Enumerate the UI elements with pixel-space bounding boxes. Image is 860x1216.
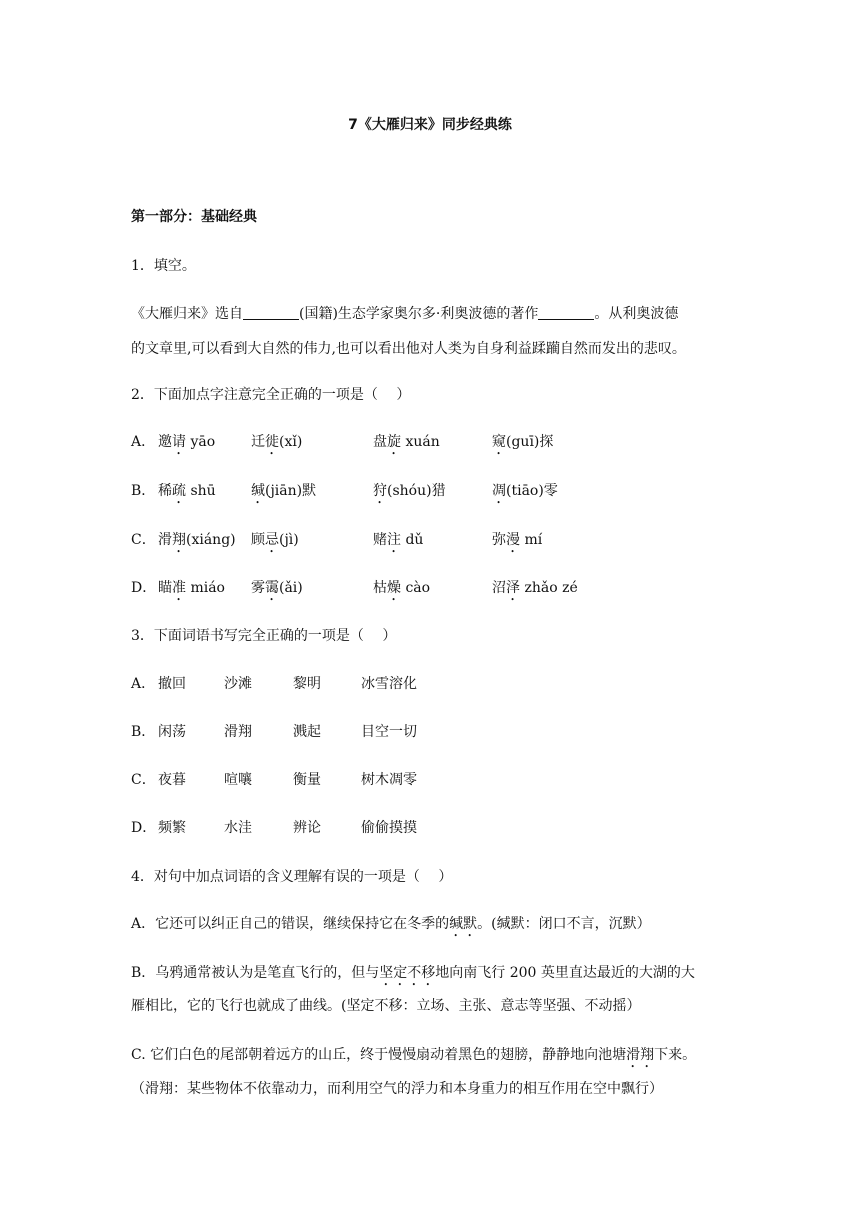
q2-option-item xyxy=(373,433,440,458)
q2-pinyin: xuán xyxy=(401,434,440,450)
q3-word: 滑翔 xyxy=(224,724,252,740)
q3-word: 沙滩 xyxy=(224,676,252,692)
q2-option-item xyxy=(373,579,430,604)
q2-option-label: C． xyxy=(131,532,156,548)
q2-pinyin: mí xyxy=(520,532,543,548)
q2-char: 弥 xyxy=(492,532,506,548)
q2-dotted-char: 请 xyxy=(172,434,186,450)
q4-option-c xyxy=(131,1046,696,1071)
q2-option-item xyxy=(492,433,553,458)
q2-char: 沼 xyxy=(492,580,506,596)
q2-pinyin: (xǐ) xyxy=(279,434,303,450)
q4-option-b xyxy=(131,964,695,989)
q2-dotted-char: (jiān)默 xyxy=(265,483,317,499)
q2-dotted-char: 注 xyxy=(387,532,401,548)
fill-blank-1[interactable] xyxy=(243,305,299,320)
q1-text-b: (国籍)生态学家奥尔多·利奥波德的著作 xyxy=(299,306,539,322)
q2-dotted-char: (tiāo)零 xyxy=(506,483,558,499)
q2-char: 窥 xyxy=(492,434,506,450)
q2-char: 盘 xyxy=(373,434,387,450)
q2-pinyin: cào xyxy=(401,580,431,596)
page-title: 7《大雁归来》同步经典练 xyxy=(348,117,512,133)
q3-word: 辨论 xyxy=(293,820,321,836)
q2-char: 缄 xyxy=(251,483,265,499)
q4-a-note: 。(缄默：闭口不言，沉默） xyxy=(477,916,651,932)
q4-stem: 4．对句中加点词语的含义理解有误的一项是（ ） xyxy=(131,869,453,885)
section-heading: 第一部分：基础经典 xyxy=(131,209,257,225)
q2-option-item xyxy=(373,482,446,507)
q4-c-text: C. 它们白色的尾部朝着远方的山丘，终于慢慢扇动着黑色的翅膀，静静地向池塘 xyxy=(131,1047,627,1063)
q3-option-label: C． xyxy=(131,772,156,788)
q2-dotted-char: 准 xyxy=(172,580,186,596)
q2-dotted-char: 漫 xyxy=(506,532,520,548)
q2-char: 赌 xyxy=(373,532,387,548)
q3-word: 偷偷摸摸 xyxy=(361,820,417,836)
q4-c-text-2: 下来。 xyxy=(654,1047,697,1063)
q2-char: 邀 xyxy=(158,434,172,450)
q3-word: 夜暮 xyxy=(158,772,186,788)
q4-option-a xyxy=(131,915,651,940)
q2-pinyin: (ǎi) xyxy=(279,580,303,596)
q2-option-label: B． xyxy=(131,483,156,499)
q2-char: 瞄 xyxy=(158,580,172,596)
q2-option-item xyxy=(251,531,299,556)
q2-dotted-char: 霭 xyxy=(265,580,279,596)
q3-word: 撤回 xyxy=(158,676,186,692)
q4-b-text: B．乌鸦通常被认为是笔直飞行的，但与 xyxy=(131,965,380,981)
q2-char: 雾 xyxy=(251,580,265,596)
q2-char: 滑 xyxy=(158,532,172,548)
q2-char: 狩 xyxy=(373,483,387,499)
q2-option-item xyxy=(158,579,225,604)
q3-option-label: A． xyxy=(131,676,156,692)
q1-text-c: 。从利奥波德 xyxy=(594,306,679,322)
q2-dotted-char: 泽 xyxy=(506,580,520,596)
q4-a-text: A．它还可以纠正自己的错误，继续保持它在冬季的 xyxy=(131,916,450,932)
q2-pinyin: yāo xyxy=(186,434,216,450)
q2-stem: 2．下面加点字注意完全正确的一项是（ ） xyxy=(131,387,411,403)
q2-option-item xyxy=(492,531,542,556)
q2-pinyin: miáo xyxy=(186,580,225,596)
q2-dotted-char: (shóu)猎 xyxy=(387,483,446,499)
q1-line2: 的文章里,可以看到大自然的伟力,也可以看出他对人类为自身利益蹂躏自然而发出的悲叹。 xyxy=(131,341,686,357)
q3-word: 树木凋零 xyxy=(361,772,417,788)
q3-word: 衡量 xyxy=(293,772,321,788)
q2-option-item xyxy=(251,482,316,507)
q2-char: 顾 xyxy=(251,532,265,548)
q2-option-item xyxy=(251,579,303,604)
q2-option-label: D． xyxy=(131,580,157,596)
fill-blank-2[interactable] xyxy=(538,305,594,320)
q3-word: 冰雪溶化 xyxy=(361,676,417,692)
q2-dotted-char: 疏 xyxy=(172,483,186,499)
q2-dotted-char: (guī)探 xyxy=(506,434,554,450)
q2-option-item xyxy=(373,531,423,556)
q2-option-item xyxy=(492,579,578,604)
q2-option-label: A． xyxy=(131,434,156,450)
q2-dotted-char: 翔 xyxy=(172,532,186,548)
q2-char: 迁 xyxy=(251,434,265,450)
q2-char: 稀 xyxy=(158,483,172,499)
q3-word: 黎明 xyxy=(293,676,321,692)
q2-pinyin: dǔ xyxy=(401,532,424,548)
q4-b-dotted: 坚定不移 xyxy=(379,965,436,981)
q2-pinyin: (jì) xyxy=(279,532,299,548)
q3-stem: 3．下面词语书写完全正确的一项是（ ） xyxy=(131,628,397,644)
q2-pinyin: zhǎo zé xyxy=(520,580,578,596)
q3-word: 闲荡 xyxy=(158,724,186,740)
q4-c-dotted: 滑翔 xyxy=(626,1047,655,1063)
q1-text-a: 《大雁归来》选自 xyxy=(131,306,243,322)
q3-word: 目空一切 xyxy=(361,724,417,740)
q2-dotted-char: 徙 xyxy=(265,434,279,450)
q2-char: 凋 xyxy=(492,483,506,499)
q2-pinyin: (xiáng) xyxy=(186,532,236,548)
q1-line1 xyxy=(131,305,678,323)
q2-pinyin: shū xyxy=(186,483,216,499)
q3-word: 频繁 xyxy=(158,820,186,836)
q2-option-item xyxy=(492,482,558,507)
q2-option-item xyxy=(251,433,302,458)
q2-option-item xyxy=(158,482,216,507)
q3-word: 水洼 xyxy=(224,820,252,836)
q3-option-label: D． xyxy=(131,820,157,836)
q3-word: 喧嚷 xyxy=(224,772,252,788)
q1-stem: 1．填空。 xyxy=(131,258,196,274)
q2-dotted-char: 旋 xyxy=(387,434,401,450)
q2-option-item xyxy=(158,531,236,556)
q3-option-label: B． xyxy=(131,724,156,740)
q3-word: 溅起 xyxy=(293,724,321,740)
q2-char: 枯 xyxy=(373,580,387,596)
q2-dotted-char: 燥 xyxy=(387,580,401,596)
q2-dotted-char: 忌 xyxy=(265,532,279,548)
q4-option-b-line2: 雁相比，它的飞行也就成了曲线。(坚定不移：立场、主张、意志等坚强、不动摇） xyxy=(131,998,641,1014)
q4-option-c-line2: （滑翔：某些物体不依靠动力，而利用空气的浮力和本身重力的相互作用在空中飘行） xyxy=(131,1081,663,1097)
q4-b-text-2: 地向南飞行 200 英里直达最近的大湖的大 xyxy=(435,965,695,981)
q4-a-dotted: 缄默 xyxy=(449,916,478,932)
q2-option-item xyxy=(158,433,215,458)
